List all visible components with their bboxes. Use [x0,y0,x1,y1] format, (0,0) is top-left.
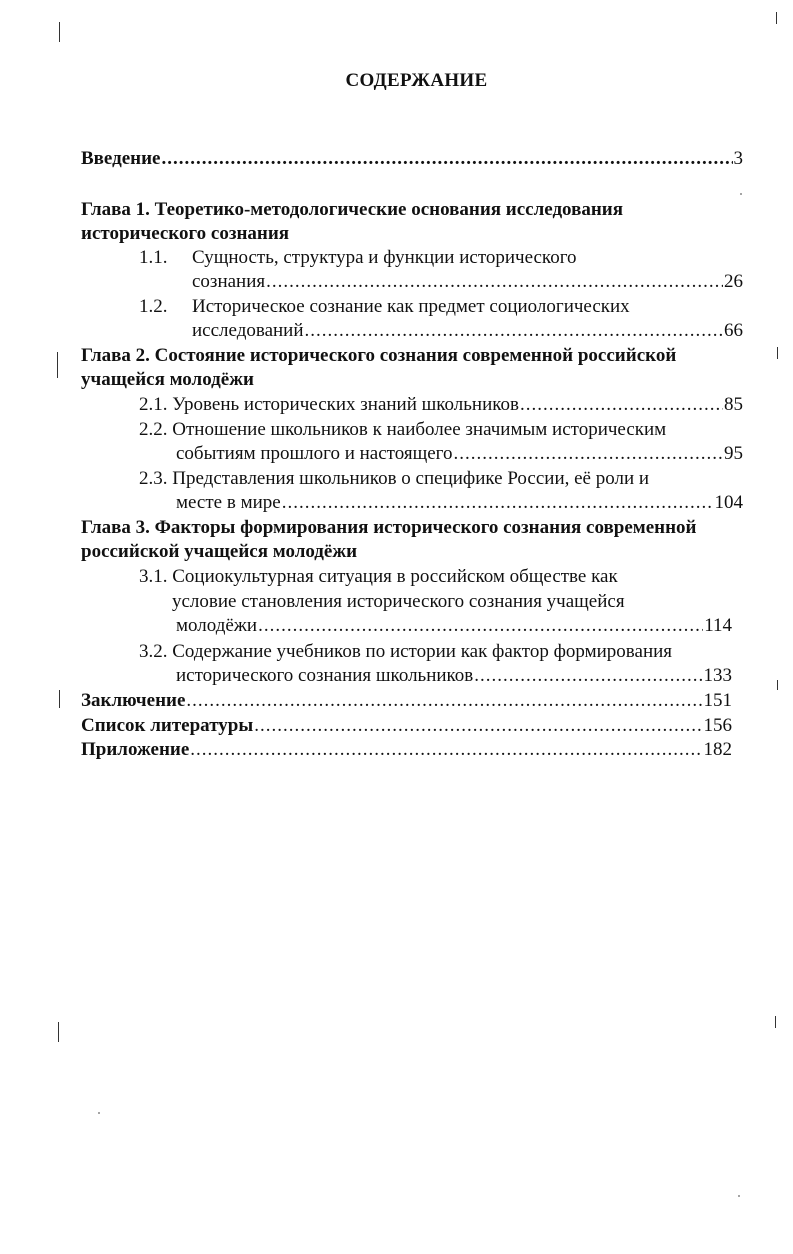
page-number: 26 [724,271,743,292]
chapter-2-title-cont: учащейся молодёжи [81,369,254,390]
toc-entry-appendix[interactable] [81,738,732,762]
chapter-1-title: Глава 1. Теоретико-методологические основания исследования [81,199,624,220]
scan-mark [59,690,60,708]
scan-mark [57,352,58,378]
scan-speck [740,193,742,195]
scan-mark [776,12,777,24]
toc-entry-label: Список литературы [81,715,254,736]
toc-entry-2-1[interactable] [139,393,743,417]
toc-entry-label: сознания [192,271,266,292]
toc-entry-label: событиям прошлого и настоящего [176,443,453,464]
page-number: 104 [714,492,743,513]
scan-mark [775,1016,776,1028]
scan-mark [59,22,60,42]
dot-leader [520,393,723,417]
dot-leader [453,442,723,466]
section-3-1-title: 3.1. Социокультурная ситуация в российском обществе как [139,566,618,587]
toc-entry-intro[interactable] [81,147,743,171]
toc-entry-1-1[interactable] [192,270,743,294]
toc-entry-2-2[interactable] [176,442,743,466]
section-2-3-title: 2.3. Представления школьников о специфике России, её роли и [139,468,650,489]
page-number: 3 [733,148,743,169]
scan-mark [777,680,778,690]
section-2-2-title: 2.2. Отношение школьников к наиболее значимым историческим [139,419,667,440]
toc-entry-label: Приложение [81,739,190,760]
toc-entry-literature[interactable] [81,714,732,738]
scan-speck [738,1195,740,1197]
dot-leader [162,147,733,171]
toc-entry-1-2[interactable] [192,319,743,343]
page-number: 133 [703,665,732,686]
page-number: 182 [703,739,732,760]
toc-entry-label: месте в мире [176,492,281,513]
chapter-3-title: Глава 3. Факторы формирования исторического сознания современной [81,517,697,538]
dot-leader [190,738,702,762]
dot-leader [254,714,702,738]
toc-entry-3-2[interactable] [176,664,732,688]
page-title: СОДЕРЖАНИЕ [345,70,488,91]
toc-entry-label: исследований [192,320,304,341]
toc-entry-label: Заключение [81,690,186,711]
dot-leader [186,689,702,713]
page-number: 151 [703,690,732,711]
dot-leader [474,664,702,688]
dot-leader [282,491,714,515]
toc-entry-3-1[interactable] [176,614,732,638]
toc-entry-label: молодёжи [176,615,258,636]
section-3-1-title-cont: условие становления исторического сознания учащейся [172,591,625,612]
section-number: 1.2. [139,296,168,317]
page-number: 156 [703,715,732,736]
chapter-2-title: Глава 2. Состояние исторического сознания современной российской [81,345,677,366]
scan-speck [98,1112,100,1114]
page-number: 66 [724,320,743,341]
toc-entry-label: исторического сознания школьников [176,665,474,686]
scan-mark [777,347,778,359]
section-3-2-title: 3.2. Содержание учебников по истории как фактор формирования [139,641,673,662]
chapter-3-title-cont: российской учащейся молодёжи [81,541,358,562]
dot-leader [266,270,723,294]
dot-leader [258,614,703,638]
section-number: 1.1. [139,247,168,268]
section-1-1-title: Сущность, структура и функции исторического [192,247,577,268]
dot-leader [305,319,723,343]
toc-entry-label: Введение [81,148,161,169]
page-number: 114 [704,615,732,636]
page-number: 95 [724,443,743,464]
toc-entry-2-3[interactable] [176,491,743,515]
page-number: 85 [724,394,743,415]
toc-entry-conclusion[interactable] [81,689,732,713]
toc-entry-label: 2.1. Уровень исторических знаний школьников [139,394,519,415]
section-1-2-title: Историческое сознание как предмет социологических [192,296,630,317]
scan-mark [58,1022,59,1042]
chapter-1-title-cont: исторического сознания [81,223,290,244]
